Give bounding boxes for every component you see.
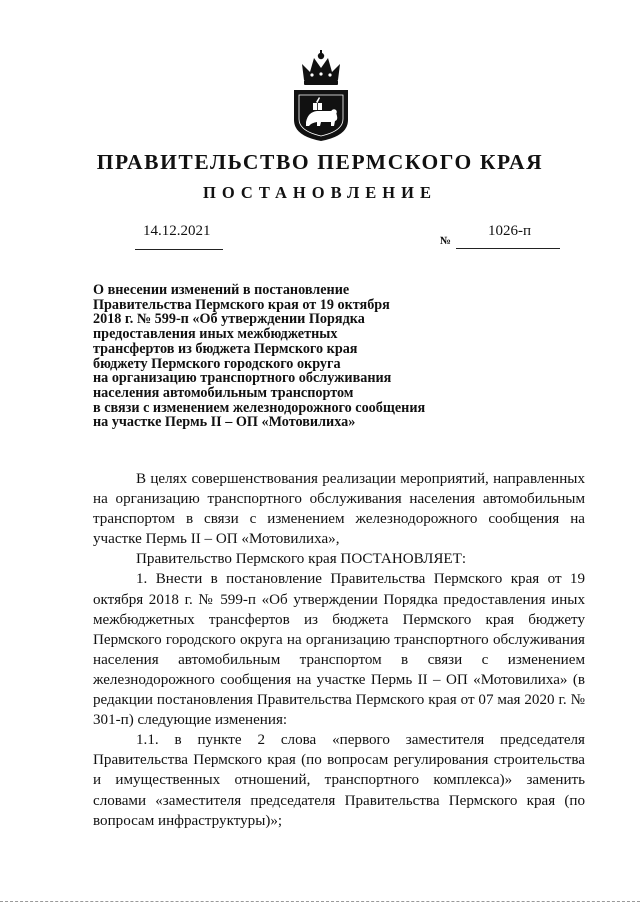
subject-line: на организацию транспортного обслуживания [93, 370, 392, 387]
subject-line: на участке Пермь II – ОП «Мотовилиха» [93, 414, 356, 431]
document-date: 14.12.2021 [143, 223, 211, 239]
date-field [135, 223, 223, 250]
body-paragraph-item-1-1: 1.1. в пункте 2 слова «первого заместителя председателя Правительства Пермского края (по вопросам регулирования строительства и имущественных отношений, транспортного комплекса)» заменить словами «заместителя председателя Правительства Пермского края (по вопросам инфраструктуры)»; [93, 732, 585, 829]
subject-line: населения автомобильным транспортом [93, 384, 354, 401]
subject-line: О внесении изменений в постановление [93, 282, 350, 298]
subject-line: в связи с изменением железнодорожного сообщения [93, 399, 426, 416]
body-paragraph-preamble: В целях совершенствования реализации мероприятий, направленных на организацию транспортного обслуживания населения автомобильным транспортом в связи с изменением железнодорожного сообщения на участке Пермь II – ОП «Мотовилиха», [93, 471, 585, 548]
subject-line: предоставления иных межбюджетных [93, 326, 338, 343]
page-bottom-edge [0, 901, 640, 903]
number-field [440, 223, 560, 249]
document-body [93, 469, 585, 831]
number-label: № [440, 235, 452, 247]
document-number: 1026-п [488, 223, 532, 239]
document-subject [93, 283, 473, 430]
subject-line: Правительства Пермского края от 19 октября [93, 296, 390, 313]
subject-line: 2018 г. № 599-п «Об утверждении Порядка [93, 311, 365, 328]
body-paragraph-item-1: 1. Внести в постановление Правительства Пермского края от 19 октября 2018 г. № 599-п «Об утверждении Порядка предоставления иных межбюджетных трансфертов из бюджета Пермского края бюджету Пермского городского округа на организацию транспортного обслуживания населения автомобильным транспортом в связи с изменением железнодорожного сообщения на участке Пермь II – ОП «Мотовилиха» (в редакции постановления Правительства Пермского края от 07 мая 2020 г. № 301-п) следующие изменения: [93, 571, 585, 729]
government-title: ПРАВИТЕЛЬСТВО ПЕРМСКОГО КРАЯ [96, 150, 544, 174]
subject-line: бюджету Пермского городского округа [93, 355, 341, 372]
body-paragraph-resolves: Правительство Пермского края ПОСТАНОВЛЯЕТ: [136, 551, 467, 568]
number-underline [456, 248, 560, 249]
subject-line: трансфертов из бюджета Пермского края [93, 340, 358, 357]
document-type: ПОСТАНОВЛЕНИЕ [203, 183, 437, 202]
coat-of-arms-icon [290, 50, 352, 142]
